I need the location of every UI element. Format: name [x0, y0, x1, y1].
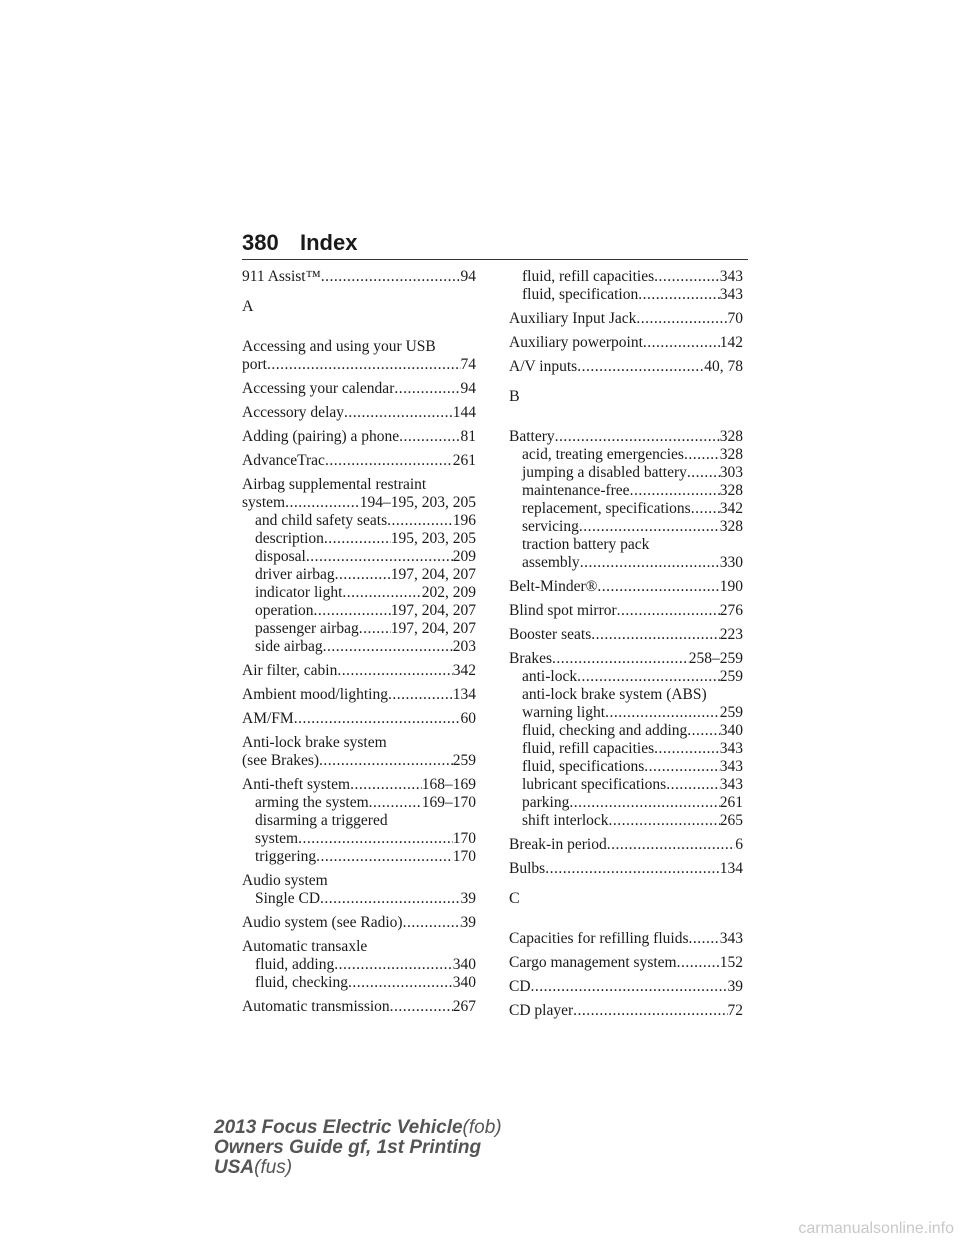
entry-page: 261 [452, 452, 476, 469]
dot-leader [609, 812, 720, 830]
entry-page: 197, 204, 207 [390, 566, 476, 583]
index-entry [242, 776, 476, 866]
entry-page: 168–169 [421, 776, 476, 793]
entry-page: 70 [727, 310, 743, 327]
dot-leader [359, 620, 391, 638]
entry-page: 94 [460, 380, 476, 397]
entry-page: 261 [719, 794, 743, 811]
footer-guide: Owners Guide gf, 1st Printing [214, 1137, 482, 1158]
index-subentry [509, 518, 743, 536]
index-entry [242, 452, 476, 470]
entry-page: 72 [727, 1002, 743, 1019]
index-subentry [242, 584, 476, 602]
index-subentry [242, 512, 476, 530]
dot-leader [320, 890, 460, 908]
entry-text: maintenance-free [522, 482, 630, 499]
entry-page: 152 [719, 954, 743, 971]
entry-page: 195, 203, 205 [390, 530, 476, 547]
index-subentry [509, 686, 743, 704]
index-entry [242, 404, 476, 422]
entry-page: 343 [719, 930, 743, 947]
index-entry-line [509, 1002, 743, 1020]
index-entry [242, 476, 476, 656]
index-subentry [242, 530, 476, 548]
entry-text: assembly [522, 554, 580, 571]
entry-page: 340 [452, 974, 476, 991]
index-subentry [509, 536, 743, 554]
index-entry-line [242, 338, 476, 356]
entry-page: 39 [460, 890, 476, 907]
dot-leader [689, 930, 720, 948]
dot-leader [684, 446, 720, 464]
entry-text: fluid, refill capacities [522, 740, 655, 757]
index-entry-line [242, 428, 476, 446]
entry-page: 169–170 [421, 794, 476, 811]
entry-text: Accessing your calendar [242, 380, 395, 397]
entry-text: Audio system (see Radio) [242, 914, 403, 931]
index-entry-line [242, 356, 476, 374]
entry-text: fluid, checking and adding [522, 722, 688, 739]
index-letter-heading: A [242, 298, 254, 315]
dot-leader [325, 452, 453, 470]
index-subentry [509, 268, 743, 286]
dot-leader [294, 710, 461, 728]
index-entry-line [509, 334, 743, 352]
dot-leader [344, 404, 453, 422]
entry-page: 259 [719, 704, 743, 721]
entry-text: Break-in period [509, 836, 607, 853]
entry-text: Cargo management system [509, 954, 677, 971]
entry-text: Anti-lock brake system [242, 734, 387, 751]
entry-text: jumping a disabled battery [522, 464, 687, 481]
entry-text: and child safety seats [255, 512, 388, 529]
entry-page: 267 [452, 998, 476, 1015]
index-entry-line [509, 954, 743, 972]
entry-text: 911 Assist™ [242, 268, 321, 285]
entry-text: fluid, specifications [522, 758, 645, 775]
entry-page: 94 [460, 268, 476, 285]
entry-text: fluid, specification [522, 286, 639, 303]
index-entry-line [242, 734, 476, 752]
dot-leader [399, 428, 460, 446]
index-entry-line [509, 310, 743, 328]
index-entry [509, 428, 743, 572]
index-entry-line [242, 686, 476, 704]
entry-page: 134 [452, 686, 476, 703]
index-subentry [242, 620, 476, 638]
entry-text: anti-lock [522, 668, 578, 685]
dot-leader [350, 776, 422, 794]
dot-leader [577, 668, 720, 686]
index-entry-line [242, 268, 476, 286]
entry-page: 340 [719, 722, 743, 739]
entry-page: 142 [719, 334, 743, 351]
index-entry [509, 650, 743, 830]
dot-leader [654, 740, 720, 758]
entry-text: disposal [255, 548, 306, 565]
entry-page: 328 [719, 518, 743, 535]
entry-text: traction battery pack [522, 536, 650, 553]
index-entry-line [242, 662, 476, 680]
dot-leader [607, 836, 736, 854]
entry-text: AM/FM [242, 710, 294, 727]
page-title: Index [300, 230, 358, 255]
index-entry-line [242, 494, 476, 512]
footer-market: USA [214, 1157, 255, 1178]
index-letter-heading: B [509, 388, 520, 405]
entry-text: fluid, adding [255, 956, 335, 973]
dot-leader [337, 662, 452, 680]
index-entry [242, 338, 476, 374]
index-entry-line [242, 452, 476, 470]
header-rule [242, 259, 748, 260]
entry-text: arming the system [255, 794, 369, 811]
entry-text: Automatic transmission [242, 998, 390, 1015]
entry-text: Ambient mood/lighting [242, 686, 388, 703]
index-entry [509, 860, 743, 878]
entry-text: Booster seats [509, 626, 592, 643]
index-entry [509, 978, 743, 996]
dot-leader [342, 584, 421, 602]
dot-leader [390, 998, 453, 1016]
index-subentry [242, 812, 476, 830]
entry-text: (see Brakes) [242, 752, 320, 769]
index-entry-line [509, 978, 743, 996]
entry-text: Auxiliary Input Jack [509, 310, 637, 327]
index-subentry [509, 446, 743, 464]
document-footer [214, 1118, 502, 1178]
entry-text: A/V inputs [509, 358, 578, 375]
dot-leader [531, 978, 728, 996]
dot-leader [335, 566, 391, 584]
dot-leader [630, 482, 720, 500]
footer-market-code: (fus) [254, 1157, 293, 1178]
dot-leader [643, 334, 720, 352]
dot-leader [597, 578, 719, 596]
entry-text: Capacities for refilling fluids [509, 930, 689, 947]
dot-leader [687, 722, 719, 740]
index-subentry [242, 830, 476, 848]
entry-text: Auxiliary powerpoint [509, 334, 643, 351]
dot-leader [579, 518, 720, 536]
entry-text: Single CD [255, 890, 321, 907]
entry-text: CD player [509, 1002, 574, 1019]
entry-page: 223 [719, 626, 743, 643]
index-letter-heading: C [509, 890, 520, 907]
entry-text: fluid, checking [255, 974, 348, 991]
dot-leader [591, 626, 720, 644]
dot-leader [394, 380, 460, 398]
entry-page: 194–195, 203, 205 [359, 494, 476, 511]
entry-page: 196 [452, 512, 476, 529]
index-entry [509, 310, 743, 328]
entry-text: disarming a triggered [255, 812, 388, 829]
entry-page: 343 [719, 286, 743, 303]
index-subentry [509, 668, 743, 686]
entry-text: operation [255, 602, 314, 619]
entry-page: 81 [460, 428, 476, 445]
entry-page: 343 [719, 740, 743, 757]
index-entry-line [242, 872, 476, 890]
index-entry [509, 334, 743, 352]
entry-text: description [255, 530, 324, 547]
index-entry [509, 836, 743, 854]
dot-leader [348, 974, 453, 992]
entry-page: 343 [719, 268, 743, 285]
index-entry [242, 380, 476, 398]
dot-leader [314, 602, 391, 620]
dot-leader [555, 428, 720, 446]
index-entry-line [509, 578, 743, 596]
index-entry [509, 578, 743, 596]
dot-leader [316, 848, 453, 866]
index-entry-line [509, 930, 743, 948]
entry-text: driver airbag [255, 566, 335, 583]
index-subentry [242, 848, 476, 866]
entry-page: 303 [719, 464, 743, 481]
index-subentry [509, 758, 743, 776]
index-entry [509, 1002, 743, 1020]
dot-leader [324, 530, 391, 548]
index-entry-line [242, 476, 476, 494]
entry-page: 202, 209 [421, 584, 476, 601]
dot-leader [285, 494, 360, 512]
entry-page: 134 [719, 860, 743, 877]
entry-page: 265 [719, 812, 743, 829]
entry-text: Accessing and using your USB [242, 338, 436, 355]
entry-text: Air filter, cabin [242, 662, 338, 679]
dot-leader [569, 794, 719, 812]
index-column-right [509, 268, 743, 1026]
index-subentry [509, 482, 743, 500]
dot-leader [306, 548, 453, 566]
index-entry [509, 930, 743, 948]
entry-text: Audio system [242, 872, 328, 889]
index-entry-line [242, 710, 476, 728]
dot-leader [617, 602, 720, 620]
entry-page: 170 [452, 848, 476, 865]
index-entry [242, 734, 476, 770]
entry-page: 276 [719, 602, 743, 619]
index-entry [242, 428, 476, 446]
index-subentry [242, 794, 476, 812]
entry-text: Anti-theft system [242, 776, 351, 793]
dot-leader [636, 310, 727, 328]
dot-leader [654, 268, 720, 286]
entry-text: shift interlock [522, 812, 609, 829]
index-entry-line [509, 650, 743, 668]
entry-page: 170 [452, 830, 476, 847]
entry-text: acid, treating emergencies [522, 446, 684, 463]
entry-page: 342 [719, 500, 743, 517]
entry-page: 40, 78 [704, 358, 743, 375]
dot-leader [298, 830, 453, 848]
index-entry-line [242, 938, 476, 956]
index-subentry [242, 956, 476, 974]
entry-page: 343 [719, 758, 743, 775]
index-entry [242, 938, 476, 992]
index-subentry [509, 812, 743, 830]
entry-page: 259 [719, 668, 743, 685]
dot-leader [319, 752, 453, 770]
entry-text: Belt-Minder® [509, 578, 598, 595]
dot-leader [638, 286, 720, 304]
index-subentry [242, 890, 476, 908]
dot-leader [687, 464, 720, 482]
entry-text: fluid, refill capacities [522, 268, 655, 285]
index-entry-line [509, 428, 743, 446]
entry-text: system [242, 494, 286, 511]
dot-leader [387, 512, 453, 530]
entry-text: Automatic transaxle [242, 938, 368, 955]
entry-page: 259 [452, 752, 476, 769]
entry-text: triggering [255, 848, 317, 865]
entry-text: Brakes [509, 650, 553, 667]
watermark: carmanualsonline.info [798, 1220, 954, 1237]
dot-leader [580, 554, 720, 572]
index-subentry [509, 704, 743, 722]
entry-page: 330 [719, 554, 743, 571]
index-subentry [242, 638, 476, 656]
entry-text: warning light [522, 704, 606, 721]
entry-page: 197, 204, 207 [390, 620, 476, 637]
entry-text: Airbag supplemental restraint [242, 476, 427, 493]
dot-leader [369, 794, 422, 812]
page-header [242, 230, 748, 256]
dot-leader [644, 758, 720, 776]
entry-text: servicing [522, 518, 579, 535]
entry-page: 209 [452, 548, 476, 565]
index-entry [242, 686, 476, 704]
index-entry-line [242, 914, 476, 932]
entry-page: 6 [735, 836, 743, 853]
index-entry [509, 602, 743, 620]
index-subentry [509, 554, 743, 572]
index-entry-line [242, 776, 476, 794]
entry-text: anti-lock brake system (ABS) [522, 686, 707, 703]
index-subentry [509, 776, 743, 794]
index-entry [509, 358, 743, 376]
footer-vehicle-code: (fob) [462, 1117, 502, 1138]
entry-text: Blind spot mirror [509, 602, 617, 619]
entry-page: 342 [452, 662, 476, 679]
dot-leader [666, 776, 720, 794]
index-subentry [509, 286, 743, 304]
entry-text: port [242, 356, 267, 373]
entry-page: 343 [719, 776, 743, 793]
entry-text: side airbag [255, 638, 323, 655]
index-entry [509, 954, 743, 972]
entry-text: indicator light [255, 584, 343, 601]
entry-text: Accessory delay [242, 404, 344, 421]
index-subentry [242, 974, 476, 992]
index-subentry [509, 722, 743, 740]
dot-leader [334, 956, 453, 974]
index-entry-line [509, 358, 743, 376]
entry-text: passenger airbag [255, 620, 359, 637]
index-column-left [242, 268, 476, 1022]
entry-text: Adding (pairing) a phone [242, 428, 400, 445]
index-subentry [509, 794, 743, 812]
dot-leader [577, 358, 704, 376]
entry-page: 39 [460, 914, 476, 931]
entry-page: 328 [719, 428, 743, 445]
dot-leader [267, 356, 461, 374]
dot-leader [677, 954, 720, 972]
entry-page: 203 [452, 638, 476, 655]
index-entry [242, 914, 476, 932]
index-entry-line [509, 602, 743, 620]
index-entry-line [242, 752, 476, 770]
index-entry-line [509, 836, 743, 854]
index-entry-line [509, 626, 743, 644]
index-entry [242, 268, 476, 286]
index-entry-line [242, 404, 476, 422]
index-entry-line [242, 998, 476, 1016]
entry-page: 60 [460, 710, 476, 727]
dot-leader [403, 914, 461, 932]
dot-leader [552, 650, 689, 668]
entry-page: 144 [452, 404, 476, 421]
entry-page: 74 [460, 356, 476, 373]
index-subentry [242, 548, 476, 566]
entry-page: 39 [727, 978, 743, 995]
index-subentry [242, 566, 476, 584]
index-entry [242, 872, 476, 908]
index-subentry [242, 602, 476, 620]
entry-page: 328 [719, 482, 743, 499]
index-entry [242, 998, 476, 1016]
entry-page: 190 [719, 578, 743, 595]
dot-leader [573, 1002, 727, 1020]
entry-page: 340 [452, 956, 476, 973]
entry-text: CD [509, 978, 531, 995]
entry-page: 328 [719, 446, 743, 463]
footer-vehicle: 2013 Focus Electric Vehicle [214, 1117, 463, 1138]
entry-page: 197, 204, 207 [390, 602, 476, 619]
dot-leader [388, 686, 453, 704]
index-subentry [509, 740, 743, 758]
index-entry [509, 268, 743, 304]
page-number: 380 [242, 230, 279, 255]
index-entry [509, 626, 743, 644]
dot-leader [323, 638, 453, 656]
entry-text: Bulbs [509, 860, 546, 877]
entry-page: 258–259 [688, 650, 743, 667]
index-subentry [509, 500, 743, 518]
index-entry [242, 710, 476, 728]
index-entry-line [242, 380, 476, 398]
entry-text: replacement, specifications [522, 500, 691, 517]
index-subentry [509, 464, 743, 482]
entry-text: AdvanceTrac [242, 452, 325, 469]
entry-text: parking [522, 794, 570, 811]
dot-leader [321, 268, 461, 286]
index-entry [242, 662, 476, 680]
dot-leader [691, 500, 720, 518]
entry-text: system [255, 830, 299, 847]
index-entry-line [509, 860, 743, 878]
entry-text: lubricant specifications [522, 776, 667, 793]
dot-leader [605, 704, 720, 722]
entry-text: Battery [509, 428, 555, 445]
dot-leader [545, 860, 720, 878]
